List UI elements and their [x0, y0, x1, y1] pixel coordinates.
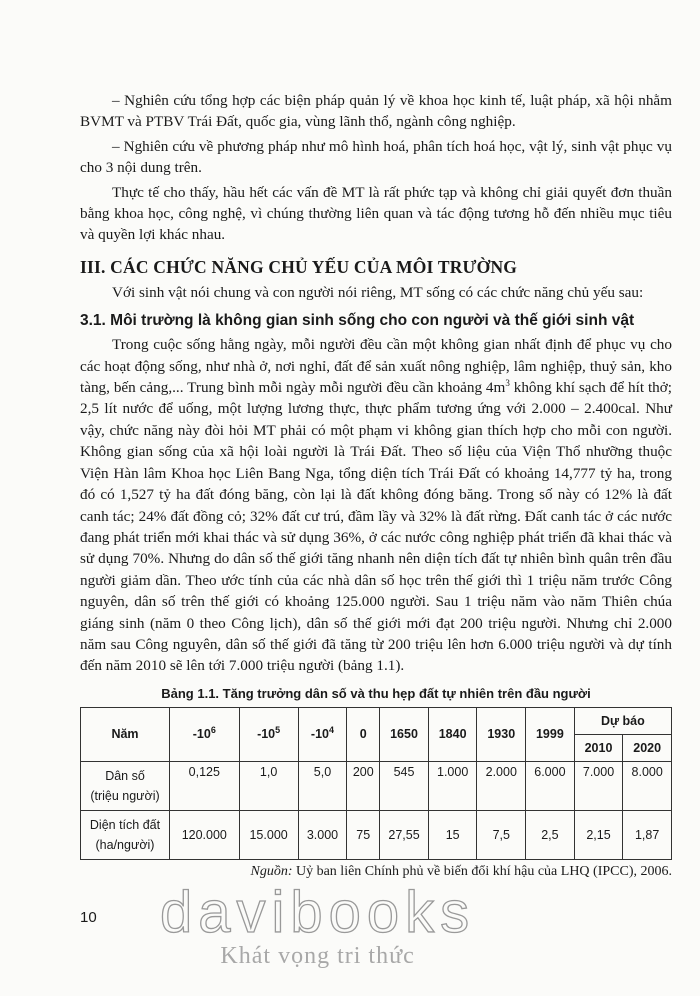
watermark-tagline: Khát vọng tri thức: [220, 942, 415, 969]
year-cell: 2020: [623, 734, 672, 761]
page-content: [80, 90, 672, 969]
watermark: davibooks: [160, 879, 476, 945]
table-row: [81, 810, 672, 859]
year-cell: 1999: [526, 707, 575, 761]
table-cell: 7.000: [574, 761, 623, 810]
year-cell: 2010: [574, 734, 623, 761]
table-cell: 120.000: [170, 810, 240, 859]
paragraph: – Nghiên cứu về phương pháp như mô hình hoá, phân tích hoá học, vật lý, sinh vật phục vụ cho 3 nội dung trên.: [80, 137, 672, 177]
section-heading: III. CÁC CHỨC NĂNG CHỦ YẾU CỦA MÔI TRƯỜNG: [80, 256, 518, 277]
table-cell: 1,0: [239, 761, 298, 810]
table-cell: 6.000: [526, 761, 575, 810]
page-footer: [80, 879, 672, 969]
table-cell: 7,5: [477, 810, 526, 859]
paragraph: Thực tế cho thấy, hầu hết các vấn đề MT là rất phức tạp và không chỉ giải quyết đơn thuần bằng khoa học, công nghệ, vì chúng thường liên quan và tác động tương hỗ đến nhiều mục tiêu và quyền lợi khác nhau.: [80, 183, 672, 244]
table-cell: 15.000: [239, 810, 298, 859]
row-label: Diện tích đất (ha/người): [81, 810, 170, 859]
table-cell: 5,0: [298, 761, 347, 810]
year-cell: 1650: [380, 707, 429, 761]
table-row: [81, 761, 672, 810]
row-label: Dân số (triệu người): [81, 761, 170, 810]
page-number: 10: [80, 908, 97, 926]
table-cell: 1.000: [428, 761, 477, 810]
table-cell: 8.000: [623, 761, 672, 810]
table-cell: 2,15: [574, 810, 623, 859]
year-cell: 0: [347, 707, 380, 761]
table-cell: 200: [347, 761, 380, 810]
table-cell: 27,55: [380, 810, 429, 859]
paragraph: – Nghiên cứu tổng hợp các biện pháp quản lý về khoa học kinh tế, luật pháp, xã hội nhằm BVMT và PTBV Trái Đất, quốc gia, vùng lãnh thổ, ngành công nghiệp.: [80, 92, 672, 131]
page-text: [80, 90, 672, 677]
table-source: Nguồn: Uỷ ban liên Chính phủ về biến đổi khí hậu của LHQ (IPCC), 2006.: [250, 863, 672, 879]
table-cell: 3.000: [298, 810, 347, 859]
table-cell: 2,5: [526, 810, 575, 859]
table-cell: 2.000: [477, 761, 526, 810]
table-cell: 1,87: [623, 810, 672, 859]
text: không khí sạch để hít thở; 2,5 lít nước để uống, một lượng lương thực, thực phẩm tương ứng với 2.000 – 2.400cal. Như vậy, chức năng này đòi hỏi MT phải có một phạm vi không gian thích hợp cho mỗi con người. Không gian sống của xã hội loài người là Trái Đất. Theo số liệu của Viện Thổ nhưỡng thuộc Viện Hàn lâm Khoa học Liên Bang Nga, tổng diện tích Trái Đất có khoảng 14,777 tỷ ha, trong đó có 1,527 tỷ ha đất đóng băng, còn lại là đất không đóng băng. Trong số này có 12% là đất canh tác; 24% đất đồng cỏ; 32% đất cư trú, đầm lầy và 32% là đất rừng. Đất canh tác ở các nước đang phát triển mới khai thác và sử dụng 36%, ở các nước công nghiệp phát triển đã khai thác và sử dụng 70%. Nhưng do dân số thế giới tăng nhanh nên diện tích đất tự nhiên bình quân trên đầu người giảm dần. Theo ước tính của các nhà dân số học trên thế giới thì 1 triệu năm trước Công nguyên, dân số trên thế giới có khoảng 125.000 người. Sau 1 triệu năm vào năm Thiên chúa giáng sinh (năm 0 theo Công lịch), dân số thế giới mới đạt 200 triệu người. Nhưng chỉ 2.000 năm sau Công nguyên, dân số thế giới đã tăng từ 200 triệu lên hơn 6.000 triệu người và dự tính đến năm 2010 sẽ lên tới 7.000 triệu người (bảng 1.1).: [80, 379, 673, 675]
watermark-block: [160, 879, 476, 969]
paragraph: Với sinh vật nói chung và con người nói riêng, MT sống có các chức năng chủ yếu sau:: [112, 283, 644, 301]
year-cell: $-10^6$: [170, 707, 240, 761]
year-cell: $-10^5$: [239, 707, 298, 761]
table-caption: Bảng 1.1. Tăng trưởng dân số và thu hẹp đất tự nhiên trên đầu người: [161, 685, 591, 701]
population-table: [80, 707, 672, 860]
subsection-heading: 3.1. Môi trường là không gian sinh sống cho con người và thế giới sinh vật: [80, 312, 635, 330]
year-cell: 1840: [428, 707, 477, 761]
forecast-header: Dự báo: [574, 707, 671, 734]
year-cell: $-10^4$: [298, 707, 347, 761]
paragraph: [80, 334, 672, 677]
year-cell: 1930: [477, 707, 526, 761]
table-cell: 0,125: [170, 761, 240, 810]
table-cell: 545: [380, 761, 429, 810]
superscript: 3: [505, 378, 510, 388]
table-cell: 75: [347, 810, 380, 859]
text: Trong cuộc sống hằng ngày, mỗi người đều cần một không gian nhất định để phục vụ cho các hoạt động sống, như nhà ở, nơi nghỉ, đất để sản xuất nông nghiệp, lâm nghiệp, thuỷ sản, kho tàng, bến cảng,... Trung bình mỗi ngày mỗi người đều cần khoảng 4m: [80, 336, 672, 397]
table-cell: 15: [428, 810, 477, 859]
year-header: Năm: [81, 707, 170, 761]
